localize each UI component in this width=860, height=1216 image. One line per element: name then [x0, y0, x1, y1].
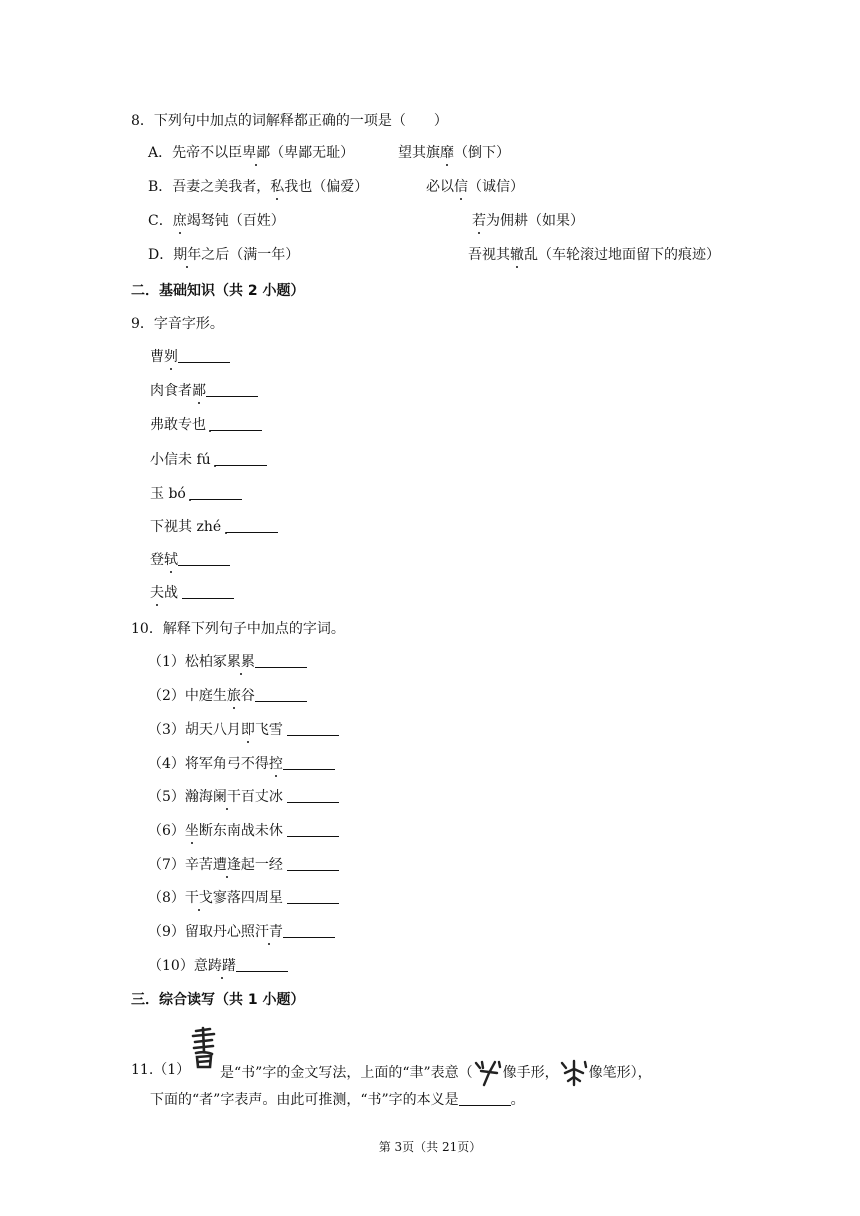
answer-blank[interactable]: [226, 518, 278, 533]
answer-blank[interactable]: [287, 721, 339, 736]
q9-item: 夫战: [150, 583, 234, 603]
answer-blank[interactable]: [255, 653, 307, 668]
q9-stem: 9．字音字形。: [131, 316, 224, 332]
q9-item: 弗敢专也: [150, 415, 262, 435]
answer-blank[interactable]: [283, 923, 335, 938]
answer-blank[interactable]: [236, 957, 288, 972]
q10-item: （4）将军角弓不得控: [148, 754, 335, 774]
q10-stem: 10．解释下列句子中加点的字词。: [131, 621, 345, 637]
q10-item: （5）瀚海阑干百丈冰: [148, 787, 339, 807]
q11-line-1: 11.（1）: [131, 1062, 191, 1078]
shu-bronze-script-glyph: [190, 1026, 218, 1070]
answer-blank[interactable]: [182, 584, 234, 599]
section-2-heading: 二．基础知识（共 2 小题）: [131, 283, 305, 299]
q9-item: 玉 bó: [150, 484, 242, 504]
q10-item: （1）松柏冢累累: [148, 652, 307, 672]
q9-item: 肉食者鄙: [150, 381, 258, 401]
hand-shape-glyph: [473, 1059, 503, 1087]
answer-blank[interactable]: [210, 416, 262, 431]
answer-blank[interactable]: [255, 687, 307, 702]
q10-item: （10）意踌躇: [148, 956, 288, 976]
q9-item: 下视其 zhé: [150, 517, 278, 537]
q11-line-1-text: 是“书”字的金文写法，上面的“聿”表意（ 像手形， 像笔形），: [220, 1059, 652, 1087]
q8-option-b: B．吾妻之美我者，私我也（偏爱） 必以信（诚信）: [148, 179, 524, 195]
q8-option-d: D．期年之后（满一年） 吾视其辙乱（车轮滚过地面留下的痕迹）: [148, 247, 720, 263]
answer-blank[interactable]: [459, 1091, 511, 1106]
q8-option-a: A．先帝不以臣卑鄙（卑鄙无耻） 望其旗靡（倒下）: [148, 145, 510, 161]
q9-item: 小信未 fú: [150, 450, 267, 470]
answer-blank[interactable]: [178, 348, 230, 363]
answer-blank[interactable]: [283, 755, 335, 770]
q9-item: 登轼: [150, 550, 230, 570]
answer-blank[interactable]: [190, 485, 242, 500]
q10-item: （7）辛苦遭逢起一经: [148, 855, 339, 875]
answer-blank[interactable]: [287, 889, 339, 904]
answer-blank[interactable]: [206, 382, 258, 397]
answer-blank[interactable]: [287, 822, 339, 837]
q10-item: （9）留取丹心照汗青: [148, 922, 335, 942]
answer-blank[interactable]: [178, 551, 230, 566]
q8-stem: 8．下列句中加点的词解释都正确的一项是（ ）: [131, 113, 448, 129]
page-footer: 第 3页（共 21页）: [378, 1140, 482, 1154]
answer-blank[interactable]: [287, 788, 339, 803]
section-3-heading: 三．综合读写（共 1 小题）: [131, 992, 305, 1008]
answer-blank[interactable]: [287, 856, 339, 871]
brush-shape-glyph: [559, 1059, 589, 1087]
q10-item: （6）坐断东南战未休: [148, 821, 339, 841]
q10-item: （3）胡天八月即飞雪: [148, 720, 339, 740]
q8-option-c: C．庶竭驽钝（百姓） 若为佣耕（如果）: [148, 213, 584, 229]
answer-blank[interactable]: [215, 451, 267, 466]
q10-item: （2）中庭生旅谷: [148, 686, 307, 706]
q9-item: 曹刿: [150, 347, 230, 367]
q11-line-2: 下面的“者”字表声。由此可推测，“书”字的本义是 。: [150, 1092, 525, 1108]
q10-item: （8）干戈寥落四周星: [148, 888, 339, 908]
